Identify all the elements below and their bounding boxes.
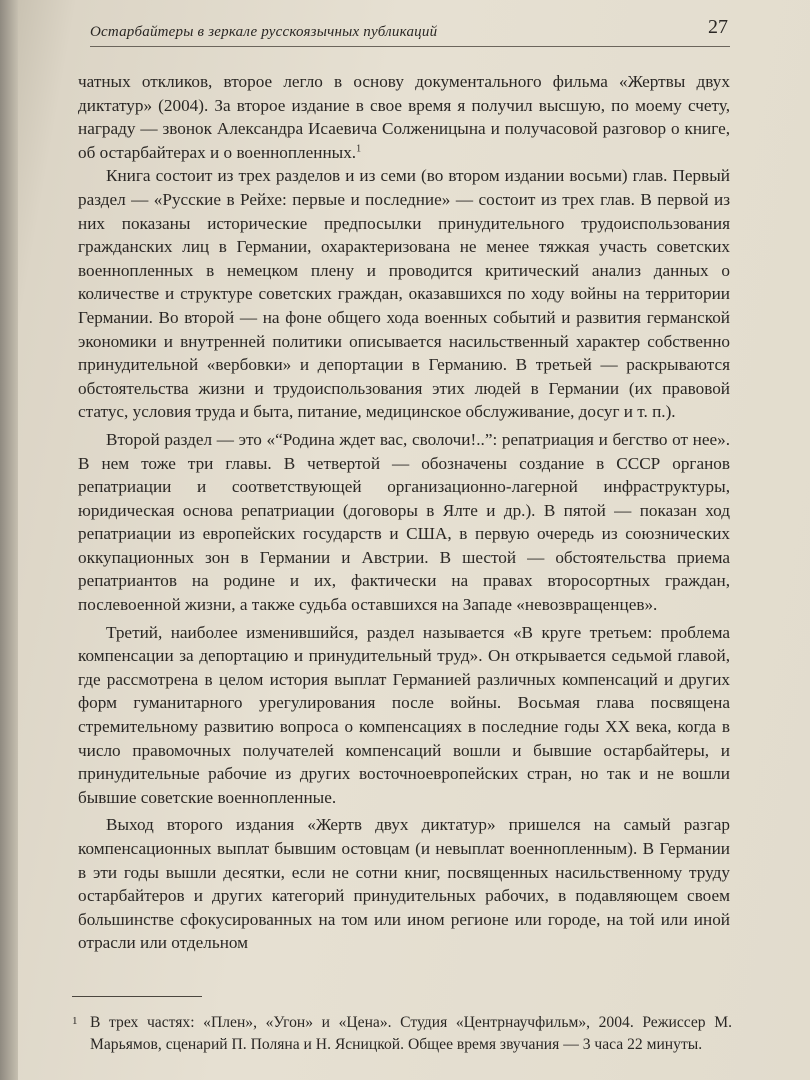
paragraph-5: Выход второго издания «Жертв двух диктатур» пришелся на самый разгар компенсационных выплат бывшим остовцам (и невыплат военнопленным). В Германии в эти годы вышли десятки, если не сотни книг, посвященных насильственному труду остарбайтеров и других категорий принудительных рабочих, в подавляющем своем большинстве сфокусированных на том или ином регионе или городе, на той или иной отрасли или отдельном [78,815,730,953]
paragraph-4: Третий, наиболее изменившийся, раздел называется «В круге третьем: проблема компенсации за депортацию и принудительный труд». Он открывается седьмой главой, где рассмотрена в целом история выплат Германией различных компенсаций и других форм гуманитарного урегулирования после войны. Восьмая глава посвящена стремительному развитию вопроса о компенсациях в последние годы XX века, когда в число правомочных получателей компенсаций вошли и бывшие остарбайтеры, и принудительные рабочие из других восточноевропейских стран, но так и не вошли бывшие советские военнопленные. [78,622,730,807]
running-title: Остарбайтеры в зеркале русскоязычных публикаций [90,24,438,40]
paragraph-1-text: чатных откликов, второе легло в основу документального фильма «Жертвы двух диктатур» (2004). За второе издание в свое время я получил высшую, по моему счету, награду — звонок Александра Исаевича Солженицына и получасовой разговор о книге, об остарбайтерах и о военнопленных. [78,72,730,162]
footnote-reference: 1 [356,143,362,155]
paragraph-2: Книга состоит из трех разделов и из семи (во втором издании восьми) глав. Первый раздел — «Русские в Рейхе: первые и последние» — состоит из трех глав. В первой из них показаны исторические предпосылки принудительного трудоиспользования гражданских лиц в Германии, охарактеризована не менее тяжкая участь советских военнопленных в немецком плену и проводится критический анализ данных о количестве и структуре советских граждан, оказавшихся по ходу войны на территории Германии. Во второй — на фоне общего хода военных событий и развития германской экономики и внутренней политики описывается насильственный характер собственно принудительной «вербовки» и депортации в Германию. В третьей — раскрываются обстоятельства жизни и трудоиспользования этих людей в Германии (их правовой статус, условия труда и быта, питание, медицинское обслуживание, досуг и т. п.). [78,166,730,422]
footnote-text: В трех частях: «Плен», «Угон» и «Цена». Студия «Центрнаучфильм», 2004. Режиссер М. Марьямов, сценарий П. Поляна и Н. Ясницкой. Общее время звучания — 3 часа 22 минуты. [90,1014,732,1053]
paragraph-1 [78,70,730,164]
paragraph-3: Второй раздел — это «“Родина ждет вас, сволочи!..”: репатриация и бегство от нее». В нем тоже три главы. В четвертой — обозначены создание в СССР органов репатриации и соответствующей организационно-лагерной инфраструктуры, юридическая основа репатриации (договоры в Ялте и др.). В пятой — показан ход репатриации из европейских государств и США, в первую очередь из союзнических оккупационных зон в Германии и Австрии. В шестой — обстоятельства приема репатриантов на родине и их, фактически на правах второсортных граждан, послевоенной жизни, а также судьба оставшихся на Западе «невозвращенцев». [78,429,730,615]
body-text [78,70,730,955]
footnote [72,1012,732,1056]
book-gutter-edge [0,0,18,1080]
page-header [90,14,730,47]
footnote-rule [72,996,202,997]
book-page [18,0,810,1080]
page-number: 27 [708,16,728,38]
footnote-mark: 1 [72,1015,78,1027]
